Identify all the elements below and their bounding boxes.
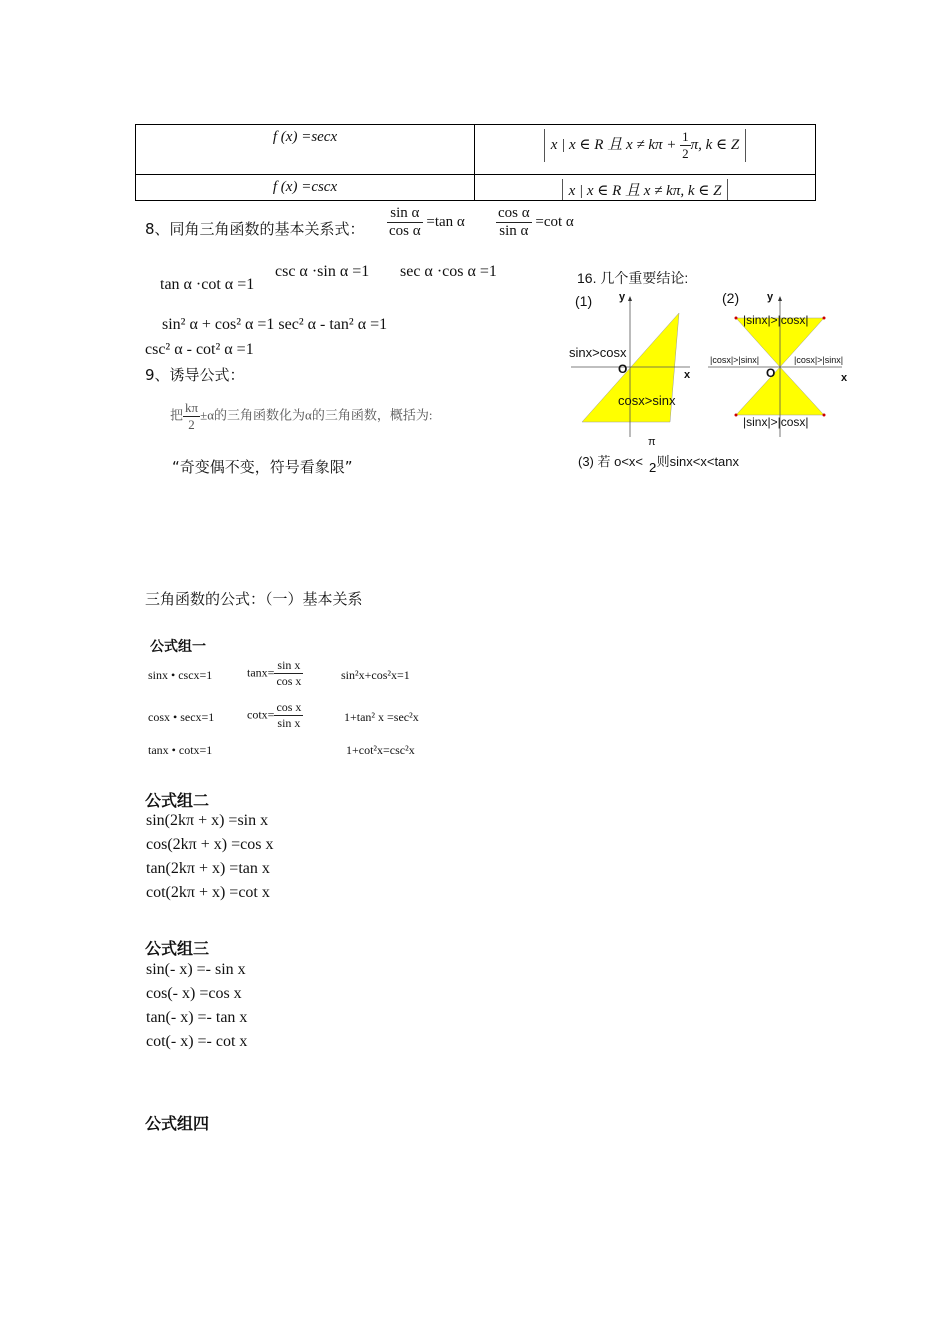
table-row bbox=[136, 125, 816, 175]
identity-sec-cos: sec α ·cos α =1 bbox=[400, 263, 497, 280]
g1-r3c: 1+cot²x=csc²x bbox=[346, 743, 415, 757]
g2-line: tan(2kπ + x) =tan x bbox=[146, 860, 270, 877]
group4-title: 公式组四 bbox=[145, 1116, 210, 1133]
func-secx: f (x) =secx bbox=[272, 129, 338, 145]
frac-den: sin α bbox=[499, 223, 529, 239]
g1-r1b bbox=[247, 658, 303, 689]
fraction bbox=[183, 400, 200, 433]
label-abs-cos-right: |cosx|>|sinx| bbox=[794, 355, 844, 365]
g3-line: tan(- x) =- tan x bbox=[146, 1009, 248, 1026]
frac-num: 1 bbox=[682, 129, 689, 144]
frac-num: sin x bbox=[274, 658, 303, 674]
y-label-2: y bbox=[767, 291, 774, 303]
domain-set bbox=[544, 129, 747, 162]
dot bbox=[735, 414, 738, 417]
g2-line: sin(2kπ + x) =sin x bbox=[146, 812, 269, 829]
x-label-1: x bbox=[684, 369, 691, 381]
formula-rhs: =cot α bbox=[535, 213, 574, 230]
identity-csc-cot: csc² α - cot² α =1 bbox=[145, 341, 254, 358]
conclusion3-two: 2 bbox=[649, 460, 657, 475]
fraction bbox=[274, 700, 303, 731]
formulas-title: 三角函数的公式：（一）基本关系 bbox=[145, 590, 363, 608]
dot bbox=[823, 317, 826, 320]
fraction bbox=[496, 205, 532, 240]
group1-title: 公式组一 bbox=[150, 638, 206, 654]
desc-pre: 把 bbox=[170, 407, 184, 423]
frac-den: 2 bbox=[682, 146, 689, 161]
frac-num: cos α bbox=[498, 205, 530, 221]
conclusion3-pi: π bbox=[648, 436, 656, 448]
g2-line: cos(2kπ + x) =cos x bbox=[146, 836, 274, 853]
label-cosx-gt-sinx: cosx>sinx bbox=[618, 393, 676, 408]
domain-text: x | x ∈ R 且 x ≠ kπ + bbox=[550, 136, 681, 153]
half-fraction bbox=[680, 129, 691, 162]
section9-label: 9、诱导公式： bbox=[145, 366, 245, 384]
g1-r2a: cosx • secx=1 bbox=[148, 710, 215, 724]
domain-cell bbox=[475, 175, 816, 201]
domain-text: x | x ∈ R 且 x ≠ kπ, k ∈ Z bbox=[568, 183, 722, 199]
origin-1: O bbox=[618, 362, 628, 376]
conclusions-title: 16. 几个重要结论: bbox=[577, 270, 689, 286]
y-arrow-1 bbox=[628, 296, 632, 301]
g1-r2c: 1+tan² x =sec²x bbox=[344, 710, 419, 724]
identity-pythag: sin² α + cos² α =1 sec² α - tan² α =1 bbox=[162, 316, 388, 333]
frac-den: 2 bbox=[188, 417, 195, 432]
section8-formula1 bbox=[387, 205, 465, 240]
func-cell bbox=[136, 125, 475, 175]
label-sinx-gt-cosx: sinx>cosx bbox=[569, 345, 627, 360]
identity-csc-sin: csc α ·sin α =1 bbox=[275, 263, 370, 280]
formula-lhs: cotx= bbox=[247, 707, 275, 722]
section9-desc bbox=[170, 400, 432, 433]
dot bbox=[735, 317, 738, 320]
domain-table bbox=[135, 124, 816, 201]
identity-tan-cot: tan α ·cot α =1 bbox=[160, 276, 255, 293]
frac-den: sin x bbox=[277, 716, 301, 730]
func-cscx: f (x) =cscx bbox=[272, 179, 338, 195]
g1-r3a: tanx • cotx=1 bbox=[148, 743, 213, 757]
section8-label: 8、同角三角函数的基本关系式： bbox=[145, 220, 365, 238]
x-label-2: x bbox=[841, 372, 848, 384]
origin-2: O bbox=[766, 366, 776, 380]
diagram2-label: (2) bbox=[722, 290, 740, 306]
conclusion3 bbox=[578, 451, 739, 470]
y-arrow-2 bbox=[778, 296, 782, 301]
desc-post: ±α的三角函数化为α的三角函数，概括为: bbox=[200, 407, 433, 423]
g1-r1a: sinx • cscx=1 bbox=[148, 668, 213, 682]
y-label-1: y bbox=[619, 291, 626, 303]
g1-r1c: sin²x+cos²x=1 bbox=[341, 668, 410, 682]
frac-num: kπ bbox=[185, 400, 199, 415]
section9-slogan: “奇变偶不变，符号看象限” bbox=[172, 458, 353, 476]
label-abs-cos-left: |cosx|>|sinx| bbox=[710, 355, 760, 365]
label-abs-sin-top: |sinx|>|cosx| bbox=[743, 313, 809, 327]
fraction bbox=[387, 205, 423, 240]
g3-line: cos(- x) =cos x bbox=[146, 985, 242, 1002]
formula-lhs: tanx= bbox=[247, 665, 275, 680]
domain-tail: π, k ∈ Z bbox=[690, 136, 740, 153]
domain-cell bbox=[475, 125, 816, 175]
section8-formula2 bbox=[496, 205, 574, 240]
domain-set bbox=[562, 179, 729, 200]
g2-line: cot(2kπ + x) =cot x bbox=[146, 884, 270, 901]
table-row bbox=[136, 175, 816, 201]
g1-r2b bbox=[247, 700, 303, 731]
dot bbox=[823, 414, 826, 417]
frac-den: cos x bbox=[276, 674, 302, 688]
fraction bbox=[274, 658, 303, 689]
diagram1-label: (1) bbox=[575, 293, 593, 309]
g3-line: sin(- x) =- sin x bbox=[146, 961, 246, 978]
frac-num: sin α bbox=[387, 205, 423, 223]
frac-num: cos x bbox=[276, 700, 302, 714]
func-cell bbox=[136, 175, 475, 201]
conclusion3-pre: (3) 若 o<x< bbox=[578, 454, 644, 469]
frac-den: cos α bbox=[389, 223, 421, 239]
g3-line: cot(- x) =- cot x bbox=[146, 1033, 248, 1050]
label-abs-sin-bottom: |sinx|>|cosx| bbox=[743, 415, 809, 429]
formula-rhs: =tan α bbox=[426, 213, 465, 230]
conclusion3-post: ,则sinx<x<tanx bbox=[653, 454, 740, 469]
conclusions-diagrams bbox=[560, 285, 860, 450]
group3-title: 公式组三 bbox=[145, 941, 210, 958]
group2-title: 公式组二 bbox=[145, 793, 210, 810]
